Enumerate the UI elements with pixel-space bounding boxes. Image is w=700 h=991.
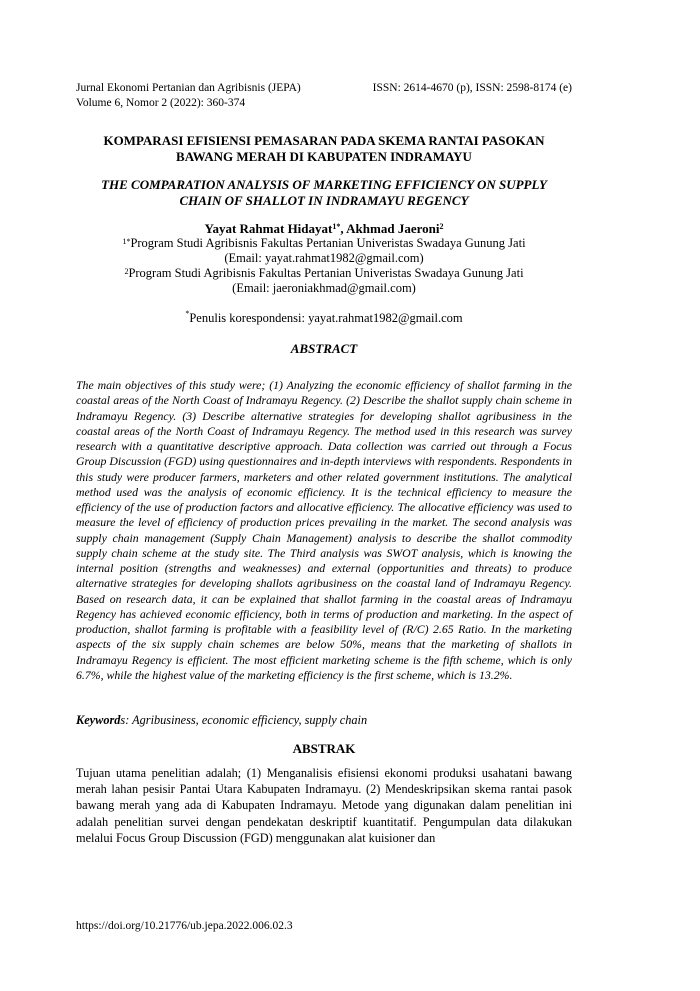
abstract-body: The main objectives of this study were; (1) Analyzing the economic efficiency of shallot farming in the coastal areas of the North Coast of Indramayu Regency. (2) Describe the shallot supply chain scheme in Indramayu Regency. (3) Describe alternative strategies for developing shallot agribusiness in the coastal areas of the North Coast of Indramayu Regency. The method used in this research was survey research with a quantitative descriptive approach. Data collection was carried out through a Focus Group Discussion (FGD) using questionnaires and in-depth interviews with respondents. Respondents in this study were producer farmers, marketers and other related government institutions. The analytical method used was the analysis of economic efficiency. It is the technical efficiency to measure the efficiency of the use of production factors and allocative efficiency. The allocative efficiency was used to measure the level of efficiency of production prices prevailing in the market. The second analysis was supply chain management (Supply Chain Management) analysis to describe the shallot commodity supply chain scheme at the study site. The Third analysis was SWOT analysis, which is knowing the internal position (strengths and weaknesses) and external (opportunities and threats) to produce alternative strategies for developing shallots agribusiness on the coastal land of Indramayu Regency. Based on research data, it can be explained that shallot farming in the coastal areas of Indramayu Regency has achieved economic efficiency, both in terms of production and marketing. In the aspect of production, shallot farming is profitable with a feasibility level of (R/C) 2.65 Ratio. In the marketing aspects of the six supply chain schemes are below 50%, means that the marketing of shallots in Indramayu Regency is efficient. The most efficient marketing scheme is the fifth scheme, which is only 6.7%, while the highest value of the marketing efficiency is the first scheme, which is 13.2%. — [76, 378, 572, 682]
title-indonesian — [76, 133, 572, 165]
title-english — [76, 177, 572, 209]
email-2: (Email: jaeroniakhmad@gmail.com) — [232, 281, 416, 295]
abstrak-heading: ABSTRAK — [292, 741, 356, 756]
affiliation-2 — [76, 266, 572, 281]
affiliation-1-text: Program Studi Agribisnis Fakultas Pertanian Univeristas Swadaya Gunung Jati — [130, 236, 526, 250]
title-id-line2: BAWANG MERAH DI KABUPATEN INDRAMAYU — [176, 149, 472, 164]
keywords-list: s: Agribusiness, economic efficiency, supply chain — [120, 713, 368, 727]
doi-link[interactable]: https://doi.org/10.21776/ub.jepa.2022.006.02.3 — [76, 920, 293, 932]
journal-name: Jurnal Ekonomi Pertanian dan Agribisnis (JEPA) — [76, 82, 301, 94]
corresponding-author — [76, 311, 572, 326]
affiliation-2-text: Program Studi Agribisnis Fakultas Pertanian Univeristas Swadaya Gunung Jati — [128, 266, 524, 280]
author-2-mark: 2 — [439, 222, 444, 231]
affiliation-2-mark: 2 — [124, 267, 129, 276]
title-en-line2: CHAIN OF SHALLOT IN INDRAMAYU REGENCY — [179, 193, 469, 208]
email-1: (Email: yayat.rahmat1982@gmail.com) — [224, 251, 424, 265]
author-2: Akhmad Jaeroni — [346, 221, 440, 236]
keywords — [76, 713, 572, 728]
author-separator: , — [340, 221, 347, 236]
volume-info: Volume 6, Nomor 2 (2022): 360-374 — [76, 97, 246, 109]
abstrak-body: Tujuan utama penelitian adalah; (1) Menganalisis efisiensi ekonomi produksi usahatani bawang merah lahan pesisir Pantai Utara Kabupaten Indramayu. (2) Mendeskripsikan skema rantai pasok bawang merah yang ada di Kabupaten Indramayu. Metode yang digunakan dalam penelitian ini adalah penelitian survei dengan pendekatan deskriptif kuantitatif. Pengumpulan data dilakukan melalui Focus Group Discussion (FGD) menggunakan alat kuisioner dan — [76, 766, 572, 845]
affiliation-1-mark: 1* — [122, 237, 131, 246]
issn: ISSN: 2614-4670 (p), ISSN: 2598-8174 (e) — [372, 82, 572, 94]
corresponding-mark: * — [185, 309, 190, 318]
affiliation-1 — [76, 236, 572, 251]
title-en-line1: THE COMPARATION ANALYSIS OF MARKETING EFFICIENCY ON SUPPLY — [101, 177, 547, 192]
author-block — [76, 221, 572, 296]
keywords-label: Keyword — [76, 713, 121, 727]
author-1: Yayat Rahmat Hidayat — [204, 221, 333, 236]
abstract-heading: ABSTRACT — [290, 341, 358, 356]
corresponding-text: Penulis korespondensi: yayat.rahmat1982@gmail.com — [189, 311, 463, 325]
running-header — [76, 81, 572, 111]
author-1-mark: 1* — [332, 222, 341, 231]
author-names — [76, 221, 572, 236]
title-id-line1: KOMPARASI EFISIENSI PEMASARAN PADA SKEMA RANTAI PASOKAN — [103, 133, 545, 148]
